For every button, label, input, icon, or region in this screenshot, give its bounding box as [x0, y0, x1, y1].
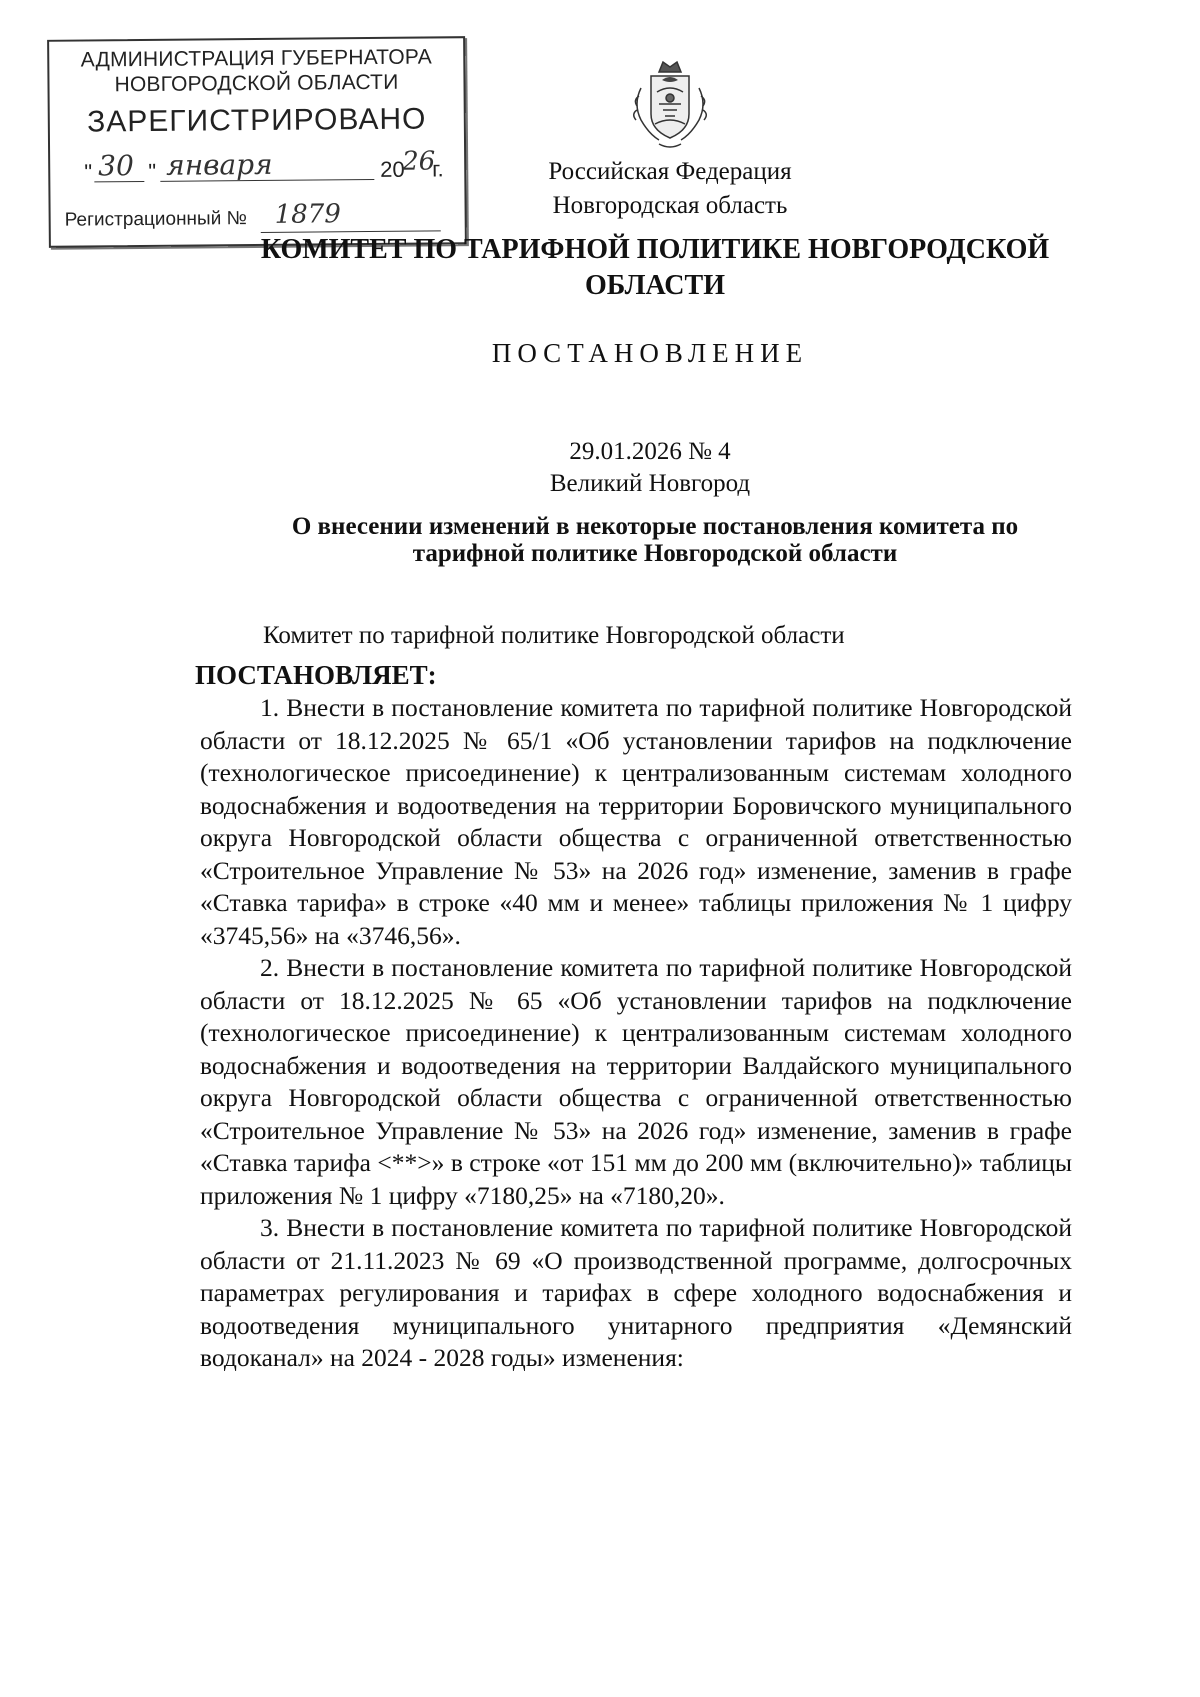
item-number: 3. [260, 1213, 280, 1242]
stamp-month: января [166, 147, 273, 182]
document-subject: О внесении изменений в некоторые постановления комитета по тарифной политике Новгородской области [291, 513, 1019, 567]
stamp-year-suffix: 26 [402, 146, 436, 177]
stamp-registered: ЗАРЕГИСТРИРОВАНО [87, 102, 427, 139]
stamp-year-unit: г. [432, 156, 444, 182]
registration-stamp [47, 36, 467, 248]
stamp-organization [49, 44, 463, 98]
list-item [200, 1212, 1072, 1375]
stamp-date: " 30 " января 20 26 г. [84, 146, 444, 185]
document-type: ПОСТАНОВЛЕНИЕ [491, 338, 809, 368]
document-date-number: 29.01.2026 № 4 [569, 438, 731, 465]
document-city: Великий Новгород [549, 470, 751, 497]
item-number: 2. [260, 953, 280, 982]
region-name: Новгородская область [552, 192, 788, 219]
item-text: Внести в постановление комитета по тарифной политике Новгородской области от 18.12.2025 № 65/1 «Об установлении тарифов на подключение (технологическое присоединение) к централизованным системам холодного водоснабжения и водоотведения на территории Боровичского муниципального округа Новгородской области общества с ограниченной ответственностью «Строительное Управление № 53» на 2026 год» изменение, заменив в графе «Ставка тарифа» в строке «40 мм и менее» таблицы приложения № 1 цифру «3745,56» на «3746,56». [200, 693, 1073, 950]
stamp-org-line2: НОВГОРОДСКОЙ ОБЛАСТИ [114, 70, 399, 97]
stamp-year-prefix: 20 [380, 156, 405, 182]
stamp-org-line1: АДМИНИСТРАЦИЯ ГУБЕРНАТОРА [80, 45, 432, 72]
stamp-number-label: Регистрационный № [64, 208, 248, 231]
coat-of-arms-icon [629, 58, 711, 153]
country-name: Российская Федерация [548, 158, 792, 185]
preamble: Комитет по тарифной политике Новгородской области [263, 622, 845, 649]
resolution-items [200, 692, 1072, 1375]
item-text: Внести в постановление комитета по тарифной политике Новгородской области от 21.11.2023 № 69 «О производственной программе, долгосрочных параметрах регулирования и тарифах в сфере холодного водоснабжения и водоотведения муниципального унитарного предприятия «Демянский водоканал» на 2024 - 2028 годы» изменения: [200, 1213, 1073, 1372]
list-item [200, 952, 1072, 1212]
item-text: Внести в постановление комитета по тарифной политике Новгородской области от 18.12.2025 № 65 «Об установлении тарифов на подключение (технологическое присоединение) к централизованным системам холодного водоснабжения и водоотведения на территории Валдайского муниципального округа Новгородской области общества с ограниченной ответственностью «Строительное Управление № 53» на 2026 год» изменение, заменив в графе «Ставка тарифа <**>» в строке «от 151 мм до 200 мм (включительно)» таблицы приложения № 1 цифру «7180,25» на «7180,20». [200, 953, 1073, 1210]
item-number: 1. [260, 693, 280, 722]
country-heading [520, 155, 820, 223]
committee-title: КОМИТЕТ ПО ТАРИФНОЙ ПОЛИТИКЕ НОВГОРОДСКОЙ ОБЛАСТИ [260, 234, 1050, 301]
stamp-day: 30 [98, 149, 134, 183]
list-item [200, 692, 1072, 952]
stamp-number-value: 1879 [274, 199, 341, 230]
document-date-block [480, 436, 820, 500]
resolves-heading: ПОСТАНОВЛЯЕТ: [195, 660, 437, 690]
